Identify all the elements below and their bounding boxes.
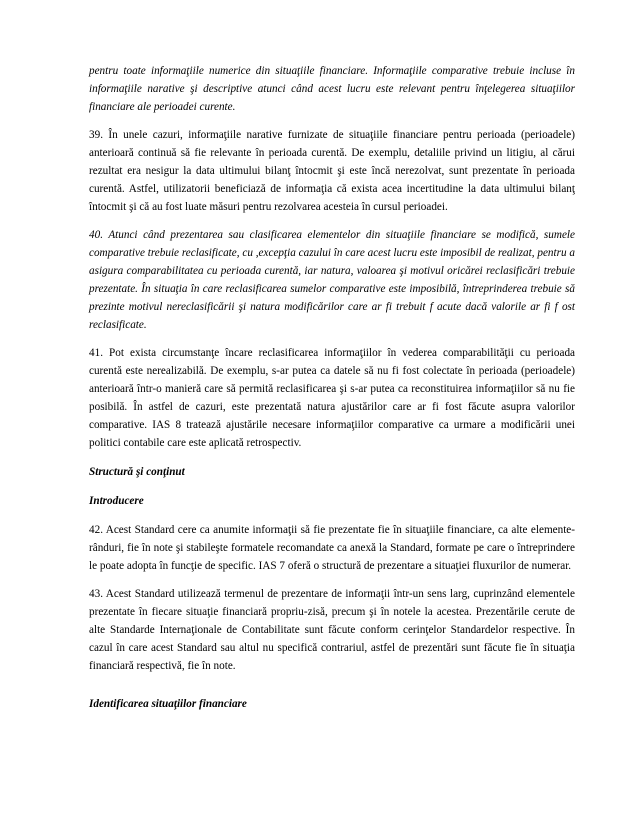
paragraph-intro: pentru toate informaţiile numerice din situaţiile financiare. Informaţiile comparative trebuie incluse în informaţiile narative şi descriptive atunci când acest lucru este relevant pentru înţelegerea situaţiilor financiare ale perioadei curente. (89, 65, 575, 113)
paragraph-42: 42. Acest Standard cere ca anumite informaţii să fie prezentate fie în situaţiile financiare, ca alte elemente-rânduri, fie în note şi stabileşte formatele recomandate ca anexă la Standard, formate pe care o întreprindere le poate adopta în funcţie de specific. IAS 7 oferă o structură de prezentare a situaţiei fluxurilor de numerar. (89, 524, 575, 572)
paragraph-40: 40. Atunci când prezentarea sau clasificarea elementelor din situaţiile financiare se modifică, sumele comparative trebuie reclasificate, cu ,excepţia cazului în care acest lucru este imposibil de realizat, pentru a asigura comparabilitatea cu perioada curentă, iar natura, valoarea şi motivul oricărei reclasificări trebuie prezentate. În situaţia în care reclasificarea sumelor comparative este imposibilă, întreprinderea trebuie să prezinte motivul nereclasificării şi natura modificărilor care ar fi trebuit f acute dacă valorile ar fi f ost reclasificate. (89, 229, 575, 331)
heading-structure: Structură şi conţinut (89, 466, 185, 478)
document-page (89, 62, 575, 713)
paragraph-39: 39. În unele cazuri, informaţiile narative furnizate de situaţiile financiare pentru perioada (perioadele) anterioară continuă să fie relevante în perioada curentă. De exemplu, detaliile privind un litigiu, al cărui rezultat era nesigur la data ultimului bilanţ întocmit şi este încă nerezolvat, sunt prezentate în perioada curentă. Astfel, utilizatorii beneficiază de informaţia că exista acea incertitudine la data ultimului bilanţ întocmit şi că au fost luate măsuri pentru rezolvarea acesteia în cursul perioadei. (89, 129, 575, 213)
heading-identification: Identificarea situaţiilor financiare (89, 698, 247, 710)
heading-introduction: Introducere (89, 495, 144, 507)
paragraph-41: 41. Pot exista circumstanţe încare reclasificarea informaţiilor în vederea comparabilităţii cu perioada curentă este nerealizabilă. De exemplu, s-ar putea ca datele să nu fi fost colectate în perioada (perioadele) anterioară într-o manieră care să permită reclasificarea şi s-ar putea ca reconstituirea informaţiilor să nu fie posibilă. În astfel de cazuri, este prezentată natura ajustărilor care ar fi fost făcute asupra valorilor comparative. IAS 8 tratează ajustările necesare informaţiilor comparative ca urmare a modificării unei politici contabile care este aplicată retrospectiv. (89, 347, 575, 449)
paragraph-43: 43. Acest Standard utilizează termenul de prezentare de informaţii într-un sens larg, cuprinzând elementele prezentate în fiecare situaţie financiară propriu-zisă, precum şi în notele la acestea. Prezentările cerute de alte Standarde Internaţionale de Contabilitate sunt făcute conform cerinţelor Standardelor respective. În cazul în care acest Standard sau altul nu specifică contrariul, astfel de prezentări sunt făcute fie în situaţia financiară respectivă, fie în note. (89, 588, 575, 672)
